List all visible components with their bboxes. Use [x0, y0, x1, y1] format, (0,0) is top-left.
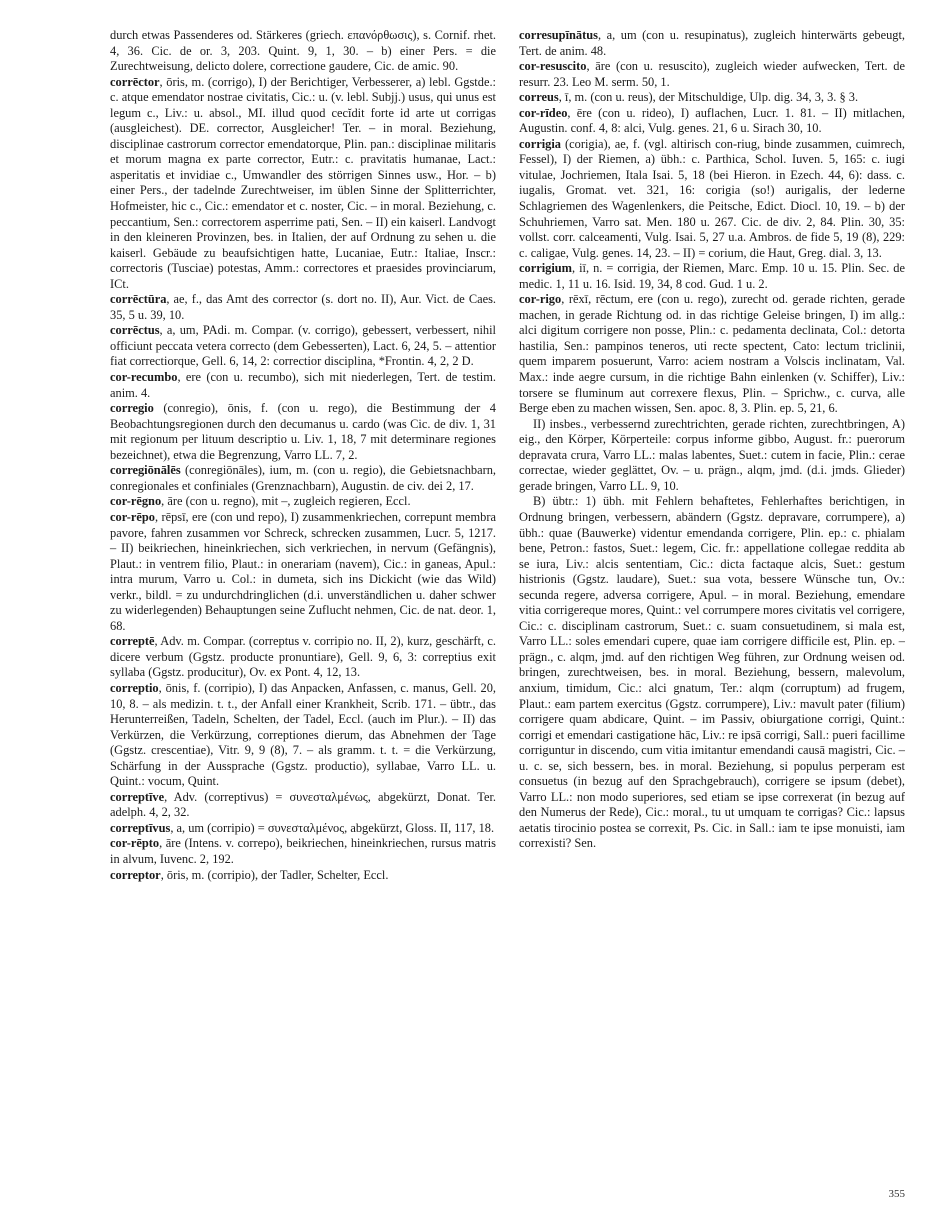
- entry-text: , ōris, m. (corrigo), I) der Berichtiger, Verbesserer, a) lebl. Ggstde.: c. atque emendator nostrae civitatis, Cic.: u. (v. lebl. Subjj.) usus, qui unus est legum c., Liv.: u. absol., MI. illud quod cecĭdit forte id arte ut corrigas (ausgleichest). DE. corrector, Ausgleicher! Ter. – in moral. Beziehung, disciplinae castrorum corrector emendatorque, Plin. pan.: disciplinae militaris et morum magna ex parte corrector, Eutr.: c. pravitatis humanae, Lact.: asperitatis et invidiae c., Umwandler des störrigen Sinnes usw., Hor. – b) einer Pers., der tadelnde Zurechtweiser, im üblen Sinne der Splitterrichter, Hofmeister, hic c., Cic.: emendator et c. noster, Cic. – in moral. Beziehung, c. peccantium, Sen.: correctorem asperrime pati, Sen. – II) ein kaiserl. Landvogt in den kleineren Provinzen, bes. in Italien, der auf Ordnung zu sehen u. die kaiserl. Gebäude zu beaufsichtigen hatte, Lucaniae, Eutr.: Italiae, Inscr.: correctoris (Tusciae) potestas, Amm.: correctores et praesides provinciarum, ICt.: [110, 74, 496, 291]
- entry-lemma: correptīve: [110, 789, 165, 804]
- entry-text: , Adv. m. Compar. (correptus v. corripio no. II, 2), kurz, geschärft, c. dicere verbum (Ggstz. producte pronuntiare), Gell. 9, 6, 3: correptius exit syllaba (Ggstz. producitur), Ov. ex Pont. 4, 12, 13.: [110, 634, 496, 680]
- entry-lemma: cor-resuscito: [519, 59, 587, 74]
- entry-lemma: corrigia: [519, 136, 561, 151]
- dictionary-entry: [110, 494, 496, 510]
- entry-lemma: correptē: [110, 634, 155, 649]
- entry-lemma: cor-rīdeo: [519, 105, 568, 120]
- dictionary-entry: [519, 90, 905, 106]
- entry-text: , ī, m. (con u. reus), der Mitschuldige, Ulp. dig. 34, 3, 3. § 3.: [558, 90, 859, 105]
- entry-text: (corigia), ae, f. (vgl. altirisch con-riug, binde zusammen, cuimrech, Fessel), I) der Riemen, a) übh.: c. Parthica, Schol. Iuven. 5, 165: c. iugi vitulae, Jochriemen, Itala Isai. 5, 18 (bei Hieron. in Ezech. 44, 6): dass. c. iugalis, Gromat. vet. 321, 16: corigia (so!) aurigalis, der lederne Schlagriemen des Wagenlenkers, die Peitsche, Edict. Diocl. 10, 19. – b) der Schuhriemen, Varro sat. Men. 180 u. 267. Cic. de div. 2, 84. Plin. 30, 35: vollst. corr. calceamenti, Vulg. Isai. 5, 27 u.a. Ambros. de fide 5, 19 (8), 229: c. caligae, Vulg. genes. 14, 23. – II) = corium, die Haut, Greg. dial. 3, 13.: [519, 136, 905, 260]
- entry-lemma: corregiōnālēs: [110, 463, 181, 478]
- dictionary-entry: [110, 292, 496, 323]
- entry-lemma: correptio: [110, 680, 159, 695]
- entry-text: , rēpsī, ere (con und repo), I) zusammenkriechen, correpunt membra pavore, fahren zusammen vor Schreck, schrecken zusammen, Lucr. 5, 1217. – II) beikriechen, hineinkriechen, sich verkriechen, in nervum (Gefängnis), Plaut.: in ventrem filio, Plaut.: in onerariam (navem), Cic.: in ganeas, Apul.: intra murum, Varro u. Col.: in dumeta, sich ins Dickicht (wie das Wild) verkr., bildl. = zu undurchdringlichen (d.i. unverständlichen u. daher schwer zu widerlegenden) Behauptungen seine Zuflucht nehmen, Cic. de nat. deor. 1, 68.: [110, 509, 496, 633]
- entry-text: II) insbes., verbessernd zurechtrichten, gerade richten, zurechtbringen, A) eig., den Körper, Körperteile: corpus informe gibbo, August. fr.: puerorum depravata crura, Varro LL.: malas labentes, Suet.: cutem in facie, Plin.: cerae correctae, wieder geglättet, Ov. – u. prägn., alqm, jmd. (d.i. jmds. Glieder) gerade bringen, Varro LL. 9, 10.: [519, 416, 905, 493]
- entry-text: B) übtr.: 1) übh. mit Fehlern behaftetes, Fehlerhaftes berichtigen, in Ordnung bringen, verbessern, abändern (Ggstz. depravare, corrumpere), a) übh.: quae (Bauwerke) videntur emendanda corrigere, Plin. ep.: c. phialam bene, Petron.: fastos, Suet.: legem, Cic. fr.: appellatione collegae reddita ab se iura, Liv.: alcis sententiam, Cic.: dicta factaque alcis, Suet.: gestum histrionis (Ggstz. laudare), Suet.: sua vota, bessere Wünsche tun, Ov.: secunda regere, adversa corrigere, Apul. – in moral. Beziehung, emendare vitia corrigereque mores, Quint.: vel corrumpere mores civitatis vel corrigere, Cic.: c. disciplinam castrorum, Suet.: c. suam consuetudinem, si mala est, Varro LL.: soles emendari cupere, quae iam corrigere difficile est, Plin. ep. – prägn., c. alqm, jmd. auf den richtigen Weg führen, zur Ordnung weisen od. bringen, zurechtweisen, bes. in moral. Beziehung, bessern, malevolum, anxium, timidum, Cic.: alci gnatum, Ter.: alqm (corruptum) ad frugem, Plaut.: eam partem exercitus (Ggstz. corrumpere), Liv.: mavult pater (filium) corrigere quam abdicare, Quint. – im Passiv, obiurgatione corrigi, Quint.: corrigi et emendari castigatione hāc, Liv.: re ipsā corrigi, Sall.: pueri facillime corriguntur in discendo, cum vitia imitantur emendandi causā magistri, Cic. – u. c. se, sich bessern, bes. in moral. Beziehung, si populus perperam est consuetus (in bezug auf den Sprachgebrauch), corrigere se ipsum (debet), Varro LL.: non modo superiores, sed etiam se ipse correxerat (in bezug auf den Numerus der Rede), Cic.: moral., tu ut umquam te corrigas? Cic.: lapsus aetatis tirocinio postea se correxit, Ps. Cic. in Sall.: iam te ipse monuisti, iam correxisti? Sen.: [519, 494, 905, 851]
- dictionary-entry: [110, 75, 496, 293]
- dictionary-page: [110, 28, 905, 1178]
- dictionary-subentry: [519, 417, 905, 495]
- entry-text: , iī, n. = corrigia, der Riemen, Marc. Emp. 10 u. 15. Plin. Sec. de medic. 1, 11 u. 16. Isid. 19, 34, 8 cod. Gud. 1 u. 2.: [519, 261, 905, 291]
- dictionary-entry: [110, 28, 496, 75]
- entry-text: , ēre (con u. rideo), I) auflachen, Lucr. 1. 81. – II) mitlachen, Augustin. conf. 4, 8: alci, Vulg. genes. 21, 6 u. Sirach 30, 10.: [519, 105, 905, 136]
- entry-text: , ōris, m. (corripio), der Tadler, Schelter, Eccl.: [160, 867, 389, 882]
- entry-lemma: cor-rēpto: [110, 836, 160, 851]
- entry-text: , Adv. (correptivus) = συνεσταλμένως, abgekürzt, Donat. Ter. adelph. 4, 2, 32.: [110, 789, 496, 820]
- entry-text: (conregio), ōnis, f. (con u. rego), die Bestimmung der 4 Beobachtungsregionen durch den decumanus u. cardo (was Cic. de div. 1, 31 mit regionum per lituum descriptio u. Liv. 1, 18, 7 mit determinare regiones bezeichnet), etwa die Begrenzung, Varro LL. 7, 2.: [110, 401, 496, 462]
- entry-lemma: cor-rigo: [519, 292, 562, 307]
- entry-lemma: corresupīnātus: [519, 28, 598, 42]
- entry-text: , ae, f., das Amt des corrector (s. dort no. II), Aur. Vict. de Caes. 35, 5 u. 39, 10.: [110, 292, 496, 322]
- dictionary-entry: [110, 821, 496, 837]
- entry-lemma: cor-rēpo: [110, 509, 155, 524]
- entry-text: (conregiōnāles), ium, m. (con u. regio), die Gebietsnachbarn, conregionales et confiniales (Grenznachbarn), Augustin. de civ. dei 2, 17.: [110, 463, 496, 493]
- entry-lemma: correus: [519, 90, 559, 105]
- dictionary-entry: [519, 137, 905, 261]
- entry-text: , āre (con u. resuscito), zugleich wieder aufwecken, Tert. de resurr. 23. Leo M. serm. 50, 1.: [519, 59, 905, 89]
- entry-lemma: corrigium: [519, 261, 572, 276]
- entry-text: durch etwas Passenderes od. Stärkeres (griech. επανόρθωσις), s. Cornif. rhet. 4, 36. Cic. de or. 3, 203. Quint. 9, 1, 30. – b) einer Pers. = die Zurechtweisung, delicto dolere, correctione gaudere, Cic. de amic. 90.: [110, 28, 496, 74]
- entry-text: , āre (con u. regno), mit –, zugleich regieren, Eccl.: [161, 494, 411, 509]
- entry-lemma: corregio: [110, 401, 154, 416]
- entry-text: , ere (con u. recumbo), sich mit niederlegen, Tert. de testim. anim. 4.: [110, 370, 496, 400]
- dictionary-entry: [519, 261, 905, 292]
- entry-text: , āre (Intens. v. correpo), beikriechen, hineinkriechen, rursus matris in alvum, Iuvenc. 2, 192.: [110, 836, 496, 866]
- dictionary-entry: [519, 292, 905, 416]
- entry-text: , a, um (con u. resupinatus), zugleich hinterwärts gebeugt, Tert. de anim. 48.: [519, 28, 905, 58]
- dictionary-entry: [110, 463, 496, 494]
- entry-lemma: cor-rēgno: [110, 494, 162, 509]
- dictionary-subentry: [519, 494, 905, 852]
- entry-lemma: correptīvus: [110, 820, 171, 835]
- dictionary-entry: [519, 59, 905, 90]
- entry-lemma: corrēctus: [110, 323, 160, 338]
- entry-lemma: corrēctor: [110, 74, 160, 89]
- entry-text: , a, um, PAdi. m. Compar. (v. corrigo), gebessert, verbessert, nihil officiunt peccata vetera correcto (dem Gebesserten), Lact. 6, 24, 5. – attentior fiat correctiorque, Gell. 6, 14, 2: correctior disciplina, *Frontin. 4, 2, 2 D.: [110, 323, 496, 369]
- page-number: 355: [888, 1188, 905, 1200]
- entry-lemma: corrēctūra: [110, 292, 167, 307]
- dictionary-entry: [110, 401, 496, 463]
- entry-lemma: cor-recumbo: [110, 370, 178, 385]
- dictionary-entry: [110, 370, 496, 401]
- dictionary-entry: [110, 790, 496, 821]
- right-column: [519, 28, 905, 1178]
- dictionary-entry: [110, 868, 496, 884]
- entry-lemma: correptor: [110, 867, 161, 882]
- dictionary-entry: [519, 28, 905, 59]
- dictionary-entry: [110, 634, 496, 681]
- left-column: [110, 28, 496, 1178]
- entry-text: , rēxī, rēctum, ere (con u. rego), zurecht od. gerade richten, gerade machen, in gerade Richtung od. in das richtige Geleise bringen, I) im allg.: alci digitum corrigere non posse, Plin.: c. pedamenta declinata, Col.: detorta hastilia, Sen.: pampinos teneros, uti recte spectent, Cato: lectum triclinii, quem imparem posuerunt, Varro: aciem nostram a Volscis inclinatam, Val. Max.: inde aegre cursum, in die richtige Bahn einlenken (v. Schiffer), Liv.: torsere se fluminum aut correxere flexus, Plin. – Sprichw., c. curva, alle Berge eben zu machen wissen, Sen. apoc. 8, 3. Plin. ep. 5, 21, 6.: [519, 292, 905, 416]
- dictionary-entry: [110, 510, 496, 634]
- entry-text: , a, um (corripio) = συνεσταλμένος, abgekürzt, Gloss. II, 117, 18.: [170, 820, 495, 835]
- entry-text: , ōnis, f. (corripio), I) das Anpacken, Anfassen, c. manus, Gell. 20, 10, 8. – als medizin. t. t., der Anfall einer Krankheit, Scrib. 171. – übtr., das Herunterreißen, Tadeln, Schelten, der Tadel, Eccl. (auch im Plur.). – II) das Verkürzen, die Verkürzung, correptiones dierum, das Abnehmen der Tage (Ggstz. crescentiae), Vitr. 9, 9 (8), 7. – als gramm. t. t. = die Verkürzung, Schärfung in der Aussprache (Ggstz. productio), syllabae, Varro LL. u. Quint.: vocum, Quint.: [110, 680, 496, 789]
- dictionary-entry: [110, 323, 496, 370]
- dictionary-entry: [110, 836, 496, 867]
- dictionary-entry: [110, 681, 496, 790]
- dictionary-entry: [519, 106, 905, 137]
